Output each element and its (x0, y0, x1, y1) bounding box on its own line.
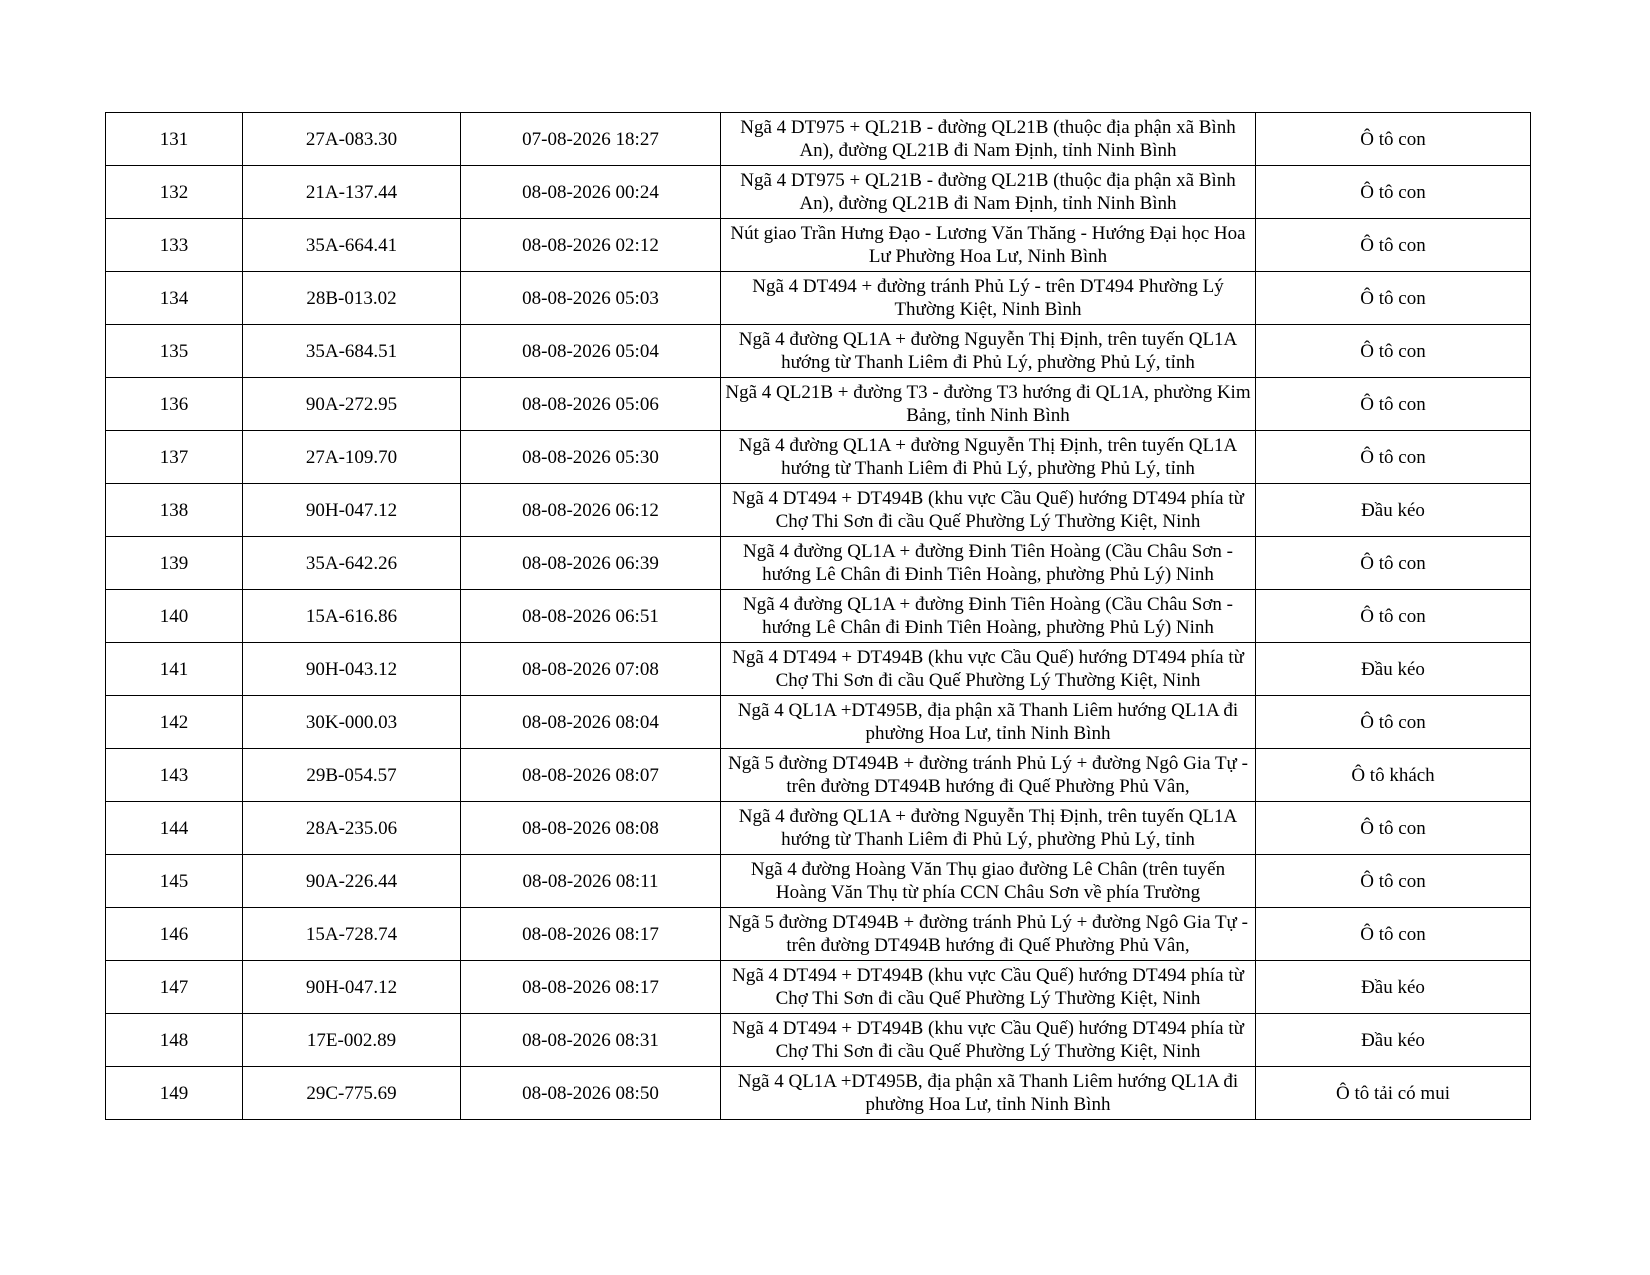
table-row (106, 749, 1531, 802)
vehicle-type: Ô tô khách (1256, 749, 1531, 802)
violation-time: 08-08-2026 05:06 (461, 378, 721, 431)
vehicle-type: Ô tô con (1256, 272, 1531, 325)
license-plate: 90A-226.44 (243, 855, 461, 908)
license-plate: 21A-137.44 (243, 166, 461, 219)
row-number: 144 (106, 802, 243, 855)
row-number: 133 (106, 219, 243, 272)
violation-location: Ngã 4 DT975 + QL21B - đường QL21B (thuộc địa phận xã Bình An), đường QL21B đi Nam Định, tỉnh Ninh Bình (740, 170, 1236, 214)
vehicle-type: Ô tô con (1256, 166, 1531, 219)
vehicle-type: Ô tô con (1256, 590, 1531, 643)
vehicle-type: Ô tô tải có mui (1256, 1067, 1531, 1120)
table-row (106, 1014, 1531, 1067)
violation-time: 08-08-2026 07:08 (461, 643, 721, 696)
vehicle-type: Ô tô con (1256, 219, 1531, 272)
table-row (106, 219, 1531, 272)
license-plate: 29C-775.69 (243, 1067, 461, 1120)
violation-location: Nút giao Trần Hưng Đạo - Lương Văn Thăng - Hướng Đại học Hoa Lư Phường Hoa Lư, Ninh Bình (730, 223, 1246, 267)
table-row (106, 802, 1531, 855)
table-row (106, 590, 1531, 643)
violation-location-cell (721, 484, 1256, 537)
violation-location: Ngã 4 đường QL1A + đường Nguyễn Thị Định, trên tuyến QL1A hướng từ Thanh Liêm đi Phủ Lý, phường Phủ Lý, tỉnh (738, 435, 1238, 479)
violation-time: 08-08-2026 08:50 (461, 1067, 721, 1120)
license-plate: 15A-616.86 (243, 590, 461, 643)
row-number: 147 (106, 961, 243, 1014)
license-plate: 29B-054.57 (243, 749, 461, 802)
table-row (106, 378, 1531, 431)
row-number: 142 (106, 696, 243, 749)
violation-location: Ngã 4 QL1A +DT495B, địa phận xã Thanh Liêm hướng QL1A đi phường Hoa Lư, tỉnh Ninh Bình (737, 1071, 1239, 1115)
row-number: 139 (106, 537, 243, 590)
violation-time: 08-08-2026 08:04 (461, 696, 721, 749)
row-number: 140 (106, 590, 243, 643)
violation-time: 08-08-2026 06:39 (461, 537, 721, 590)
license-plate: 30K-000.03 (243, 696, 461, 749)
table-row (106, 325, 1531, 378)
license-plate: 35A-664.41 (243, 219, 461, 272)
violation-location: Ngã 4 DT494 + DT494B (khu vực Cầu Quế) hướng DT494 phía từ Chợ Thi Sơn đi cầu Quế Phường Lý Thường Kiệt, Ninh (732, 965, 1244, 1009)
table-row (106, 484, 1531, 537)
vehicle-type: Đầu kéo (1256, 961, 1531, 1014)
violation-time: 08-08-2026 08:17 (461, 961, 721, 1014)
violation-location-cell (721, 590, 1256, 643)
vehicle-type: Đầu kéo (1256, 1014, 1531, 1067)
table-row (106, 537, 1531, 590)
violation-location: Ngã 4 đường QL1A + đường Nguyễn Thị Định, trên tuyến QL1A hướng từ Thanh Liêm đi Phủ Lý, phường Phủ Lý, tỉnh (738, 329, 1238, 373)
license-plate: 17E-002.89 (243, 1014, 461, 1067)
vehicle-type: Ô tô con (1256, 113, 1531, 166)
vehicle-type: Ô tô con (1256, 855, 1531, 908)
violation-time: 08-08-2026 08:08 (461, 802, 721, 855)
violation-location-cell (721, 643, 1256, 696)
license-plate: 90H-047.12 (243, 484, 461, 537)
violation-location-cell (721, 113, 1256, 166)
license-plate: 35A-642.26 (243, 537, 461, 590)
vehicle-type: Đầu kéo (1256, 484, 1531, 537)
violation-time: 07-08-2026 18:27 (461, 113, 721, 166)
violation-time: 08-08-2026 02:12 (461, 219, 721, 272)
table-row (106, 643, 1531, 696)
violation-location-cell (721, 325, 1256, 378)
license-plate: 28B-013.02 (243, 272, 461, 325)
violation-location-cell (721, 961, 1256, 1014)
violation-location: Ngã 4 QL21B + đường T3 - đường T3 hướng đi QL1A, phường Kim Bảng, tỉnh Ninh Bình (725, 382, 1251, 426)
row-number: 143 (106, 749, 243, 802)
violation-time: 08-08-2026 08:31 (461, 1014, 721, 1067)
row-number: 132 (106, 166, 243, 219)
violation-location-cell (721, 537, 1256, 590)
violation-location: Ngã 4 DT494 + đường tránh Phủ Lý - trên DT494 Phường Lý Thường Kiệt, Ninh Bình (752, 276, 1224, 320)
row-number: 131 (106, 113, 243, 166)
vehicle-type: Ô tô con (1256, 908, 1531, 961)
license-plate: 27A-109.70 (243, 431, 461, 484)
violation-location: Ngã 4 đường Hoàng Văn Thụ giao đường Lê Chân (trên tuyến Hoàng Văn Thụ từ phía CCN Châu Sơn về phía Trường (750, 859, 1226, 903)
violation-location: Ngã 4 đường QL1A + đường Nguyễn Thị Định, trên tuyến QL1A hướng từ Thanh Liêm đi Phủ Lý, phường Phủ Lý, tỉnh (738, 806, 1238, 850)
table-row (106, 908, 1531, 961)
table-row (106, 855, 1531, 908)
row-number: 145 (106, 855, 243, 908)
license-plate: 28A-235.06 (243, 802, 461, 855)
row-number: 134 (106, 272, 243, 325)
table-row (106, 431, 1531, 484)
violation-location: Ngã 4 DT494 + DT494B (khu vực Cầu Quế) hướng DT494 phía từ Chợ Thi Sơn đi cầu Quế Phường Lý Thường Kiệt, Ninh (732, 1018, 1244, 1062)
violations-table-body (106, 113, 1531, 1120)
row-number: 135 (106, 325, 243, 378)
violation-location-cell (721, 219, 1256, 272)
violation-time: 08-08-2026 05:04 (461, 325, 721, 378)
vehicle-type: Ô tô con (1256, 802, 1531, 855)
violation-location: Ngã 4 đường QL1A + đường Đinh Tiên Hoàng (Cầu Châu Sơn - hướng Lê Chân đi Đinh Tiên Hoàng, phường Phủ Lý) Ninh (742, 541, 1233, 585)
vehicle-type: Ô tô con (1256, 378, 1531, 431)
violation-location: Ngã 5 đường DT494B + đường tránh Phủ Lý + đường Ngô Gia Tự - trên đường DT494B hướng đi Quế Phường Phủ Vân, (728, 753, 1248, 797)
violation-time: 08-08-2026 06:51 (461, 590, 721, 643)
violation-location-cell (721, 802, 1256, 855)
table-row (106, 272, 1531, 325)
violation-location: Ngã 4 DT494 + DT494B (khu vực Cầu Quế) hướng DT494 phía từ Chợ Thi Sơn đi cầu Quế Phường Lý Thường Kiệt, Ninh (732, 647, 1244, 691)
license-plate: 15A-728.74 (243, 908, 461, 961)
license-plate: 27A-083.30 (243, 113, 461, 166)
vehicle-type: Ô tô con (1256, 696, 1531, 749)
violation-time: 08-08-2026 05:30 (461, 431, 721, 484)
violation-location-cell (721, 908, 1256, 961)
violation-location: Ngã 4 DT494 + DT494B (khu vực Cầu Quế) hướng DT494 phía từ Chợ Thi Sơn đi cầu Quế Phường Lý Thường Kiệt, Ninh (732, 488, 1244, 532)
table-row (106, 961, 1531, 1014)
violation-location: Ngã 4 QL1A +DT495B, địa phận xã Thanh Liêm hướng QL1A đi phường Hoa Lư, tỉnh Ninh Bình (737, 700, 1239, 744)
license-plate: 90A-272.95 (243, 378, 461, 431)
table-row (106, 113, 1531, 166)
violation-location-cell (721, 749, 1256, 802)
vehicle-type: Ô tô con (1256, 431, 1531, 484)
row-number: 149 (106, 1067, 243, 1120)
violation-location-cell (721, 378, 1256, 431)
license-plate: 90H-043.12 (243, 643, 461, 696)
license-plate: 90H-047.12 (243, 961, 461, 1014)
row-number: 137 (106, 431, 243, 484)
table-row (106, 166, 1531, 219)
table-row (106, 1067, 1531, 1120)
license-plate: 35A-684.51 (243, 325, 461, 378)
row-number: 136 (106, 378, 243, 431)
vehicle-type: Đầu kéo (1256, 643, 1531, 696)
violation-location-cell (721, 1014, 1256, 1067)
row-number: 141 (106, 643, 243, 696)
violation-location-cell (721, 431, 1256, 484)
violation-time: 08-08-2026 08:17 (461, 908, 721, 961)
violation-location-cell (721, 1067, 1256, 1120)
vehicle-type: Ô tô con (1256, 325, 1531, 378)
violation-location: Ngã 5 đường DT494B + đường tránh Phủ Lý + đường Ngô Gia Tự - trên đường DT494B hướng đi Quế Phường Phủ Vân, (728, 912, 1248, 956)
violation-location: Ngã 4 DT975 + QL21B - đường QL21B (thuộc địa phận xã Bình An), đường QL21B đi Nam Định, tỉnh Ninh Bình (740, 117, 1236, 161)
violation-time: 08-08-2026 06:12 (461, 484, 721, 537)
violation-location: Ngã 4 đường QL1A + đường Đinh Tiên Hoàng (Cầu Châu Sơn - hướng Lê Chân đi Đinh Tiên Hoàng, phường Phủ Lý) Ninh (742, 594, 1233, 638)
violation-time: 08-08-2026 05:03 (461, 272, 721, 325)
violation-time: 08-08-2026 08:07 (461, 749, 721, 802)
vehicle-type: Ô tô con (1256, 537, 1531, 590)
row-number: 138 (106, 484, 243, 537)
violation-location-cell (721, 272, 1256, 325)
row-number: 146 (106, 908, 243, 961)
violations-table (105, 112, 1531, 1120)
violation-location-cell (721, 696, 1256, 749)
violation-time: 08-08-2026 08:11 (461, 855, 721, 908)
row-number: 148 (106, 1014, 243, 1067)
violation-location-cell (721, 855, 1256, 908)
violation-location-cell (721, 166, 1256, 219)
table-row (106, 696, 1531, 749)
violation-time: 08-08-2026 00:24 (461, 166, 721, 219)
